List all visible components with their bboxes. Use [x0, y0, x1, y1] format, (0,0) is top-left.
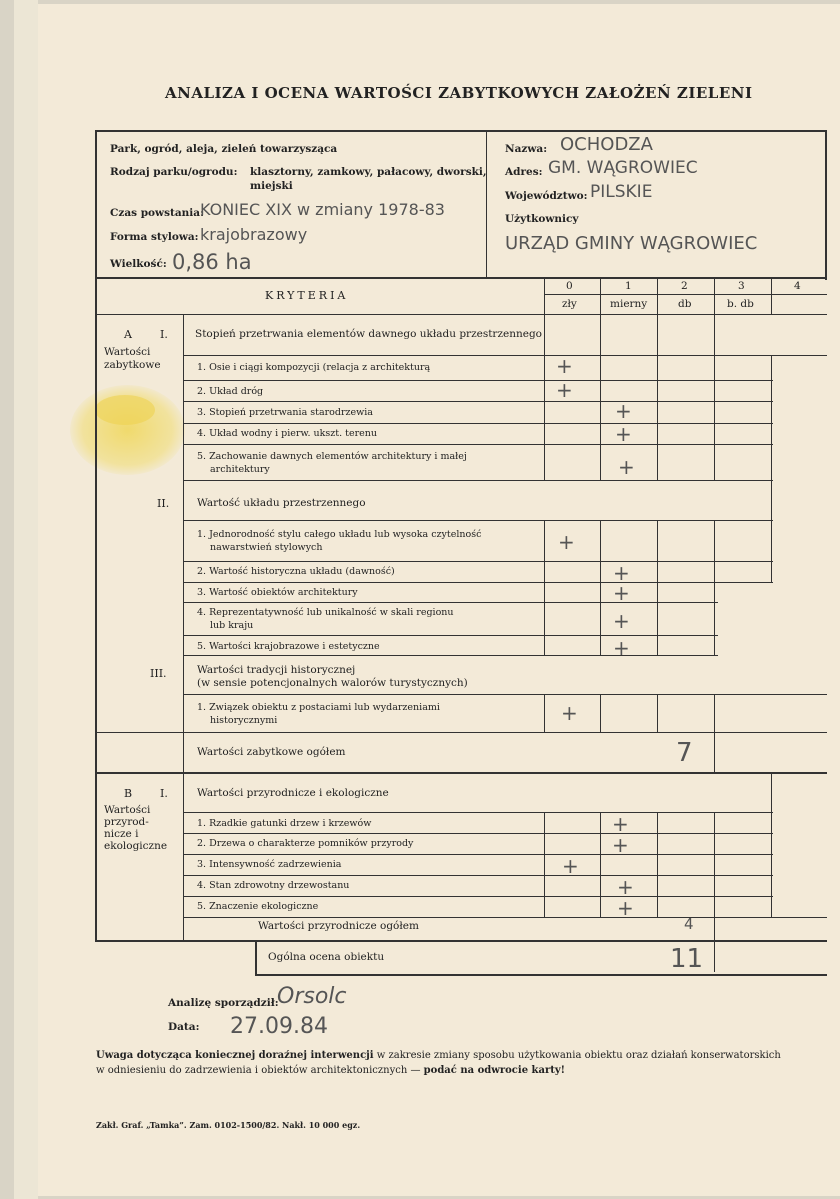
row-line [183, 401, 773, 402]
section-a-roman-3: III. [150, 667, 167, 680]
row-line [183, 655, 718, 656]
mark-plus: + [613, 636, 630, 660]
row-line [183, 896, 773, 897]
criterion-row-cont: architektury [210, 464, 270, 475]
col-line [771, 277, 772, 314]
criterion-row: 3. Intensywność zadrzewienia [197, 859, 342, 870]
mark-plus: + [615, 422, 632, 446]
col-line [657, 694, 658, 732]
criterion-row-cont: lub kraju [210, 620, 254, 631]
section-a-roman-2: II. [157, 497, 170, 510]
col-line [771, 520, 772, 582]
row-line [183, 854, 773, 855]
total-a-value: 7 [676, 738, 693, 768]
row-line [544, 294, 827, 295]
row-line [183, 602, 718, 603]
criterion-row: 5. Zachowanie dawnych elementów architektury i małej [197, 451, 467, 462]
paper-edge [14, 0, 38, 1199]
section-b-letter: B [124, 787, 133, 800]
col-header-0: 0 [566, 280, 573, 292]
woj-value: PILSKIE [590, 182, 653, 202]
mark-plus: + [612, 833, 629, 857]
col-sub-3: b. db [727, 298, 754, 310]
col-line [600, 694, 601, 732]
section-b-name-2: przyrod- [104, 816, 149, 828]
col-header-4: 4 [794, 280, 801, 292]
mark-plus: + [618, 455, 635, 479]
mark-plus: + [562, 854, 579, 878]
header-divider [486, 130, 487, 278]
criterion-row: 1. Osie i ciągi kompozycji (relacja z architekturą [197, 362, 431, 373]
col-line [714, 694, 715, 772]
adres-value: GM. WĄGROWIEC [548, 158, 698, 178]
criterion-row: 3. Wartość obiektów architektury [197, 587, 358, 598]
park-label: Park, ogród, aleja, zieleń towarzysząca [110, 143, 338, 155]
criterion-row: 4. Układ wodny i pierw. ukszt. terenu [197, 428, 377, 439]
col-line [544, 355, 545, 480]
section-a-name-2: zabytkowe [104, 359, 161, 371]
document-title: ANALIZA I OCENA WARTOŚCI ZABYTKOWYCH ZAŁOŻEŃ ZIELENI [165, 84, 753, 102]
category-divider [183, 314, 184, 772]
criterion-row: 4. Stan zdrowotny drzewostanu [197, 880, 350, 891]
mark-plus: + [613, 581, 630, 605]
criterion-row: 3. Stopień przetrwania starodrzewia [197, 407, 373, 418]
row-line [183, 444, 773, 445]
total-b-value: 4 [684, 915, 694, 933]
mark-plus: + [561, 701, 578, 725]
col-sub-0: zły [562, 298, 577, 310]
rodzaj-options-2: miejski [250, 180, 293, 192]
forma-label: Forma stylowa: [110, 231, 199, 243]
woj-label: Województwo: [505, 190, 588, 202]
row-line [183, 875, 773, 876]
col-sub-2: db [678, 298, 692, 310]
wielkosc-label: Wielkość: [110, 258, 167, 270]
group-a1-title: Stopień przetrwania elementów dawnego układu przestrzennego [195, 328, 542, 340]
col-line [657, 812, 658, 917]
row-line [183, 833, 773, 834]
printer-note: Zakł. Graf. „Tamka”. Zam. 0102-1500/82. Nakł. 10 000 egz. [96, 1120, 361, 1130]
row-line [183, 380, 773, 381]
mark-plus: + [617, 875, 634, 899]
col-header-2: 2 [681, 280, 688, 292]
group-a3-subtitle: (w sensie potencjonalnych walorów turystycznych) [197, 677, 468, 689]
section-a-roman: I. [160, 328, 168, 341]
group-a3-title: Wartości tradycji historycznej [197, 664, 356, 676]
uwaga-line-1: Uwaga dotycząca koniecznej doraźnej interwencji w zakresie zmiany sposobu użytkowania obiektu oraz działań konserwatorskich [96, 1050, 781, 1061]
group-b1-title: Wartości przyrodnicze i ekologiczne [197, 787, 389, 799]
group-a2-title: Wartość układu przestrzennego [197, 497, 366, 509]
criterion-row-cont: nawarstwień stylowych [210, 542, 323, 553]
criterion-row: 4. Reprezentatywność lub unikalność w skali regionu [197, 607, 454, 618]
uwaga-line-2: w odniesieniu do zadrzewienia i obiektów architektonicznych — podać na odwrocie karty! [96, 1065, 566, 1076]
row-line [183, 582, 773, 583]
section-a-letter: A [124, 328, 132, 341]
data-label: Data: [168, 1021, 200, 1033]
section-b-roman: I. [160, 787, 168, 800]
adres-label: Adres: [505, 166, 543, 178]
section-a-name: Wartości [104, 346, 151, 358]
criterion-row: 2. Układ dróg [197, 386, 264, 397]
row-line [183, 635, 718, 636]
mark-plus: + [556, 354, 573, 378]
row-line [95, 732, 827, 733]
row-line [95, 772, 827, 774]
col-header-3: 3 [738, 280, 745, 292]
mark-plus: + [617, 896, 634, 920]
criterion-row: 1. Rzadkie gatunki drzew i krzewów [197, 818, 372, 829]
total-b-label: Wartości przyrodnicze ogółem [258, 920, 419, 932]
overall-label: Ogólna ocena obiektu [268, 951, 385, 963]
row-line [183, 812, 773, 813]
col-line [600, 355, 601, 480]
criterion-row: 5. Znaczenie ekologiczne [197, 901, 319, 912]
rodzaj-label: Rodzaj parku/ogrodu: [110, 166, 238, 178]
col-line [714, 355, 715, 480]
mark-plus: + [556, 378, 573, 402]
data-value: 27.09.84 [230, 1014, 328, 1039]
mark-plus: + [558, 530, 575, 554]
criterion-row: 5. Wartości krajobrazowe i estetyczne [197, 641, 380, 652]
rodzaj-options: klasztorny, zamkowy, pałacowy, dworski, [250, 166, 487, 178]
total-a-label: Wartości zabytkowe ogółem [197, 746, 346, 758]
col-line [544, 812, 545, 917]
section-b-name-3: nicze i [104, 828, 139, 840]
analiza-label: Analizę sporządził: [168, 997, 279, 1009]
row-line [183, 480, 773, 481]
uzytk-value: URZĄD GMINY WĄGROWIEC [505, 233, 758, 254]
kryteria-header: KRYTERIA [265, 289, 349, 302]
section-b-name-4: ekologiczne [104, 840, 168, 852]
criterion-row-cont: historycznymi [210, 715, 278, 726]
czas-value: KONIEC XIX w zmiany 1978-83 [200, 200, 445, 219]
analiza-signature: Orsolc [277, 984, 347, 1009]
mark-plus: + [613, 609, 630, 633]
mark-plus: + [613, 561, 630, 585]
col-line [657, 355, 658, 480]
row-line [183, 423, 773, 424]
col-sub-1: mierny [610, 298, 648, 310]
row-line [183, 694, 827, 695]
row-line [183, 561, 773, 562]
col-line [771, 355, 772, 480]
row-line [95, 314, 827, 315]
nazwa-label: Nazwa: [505, 143, 548, 155]
criterion-row: 2. Drzewa o charakterze pomników przyrody [197, 838, 414, 849]
col-line [544, 694, 545, 732]
row-line [183, 520, 773, 521]
col-line [771, 480, 772, 520]
mark-plus: + [615, 399, 632, 423]
uzytk-label: Użytkownicy [505, 213, 579, 225]
criterion-row: 2. Wartość historyczna układu (dawność) [197, 566, 395, 577]
row-line [183, 355, 827, 356]
wielkosc-value: 0,86 ha [172, 250, 252, 274]
mark-plus: + [612, 812, 629, 836]
forma-value: krajobrazowy [200, 225, 308, 244]
criterion-row: 1. Jednorodność stylu całego układu lub wysoka czytelność [197, 529, 482, 540]
col-header-1: 1 [625, 280, 632, 292]
criterion-row: 1. Związek obiektu z postaciami lub wydarzeniami [197, 702, 440, 713]
nazwa-value: OCHODZA [560, 134, 653, 155]
col-line [600, 812, 601, 917]
section-b-name: Wartości [104, 804, 151, 816]
row-line [183, 917, 827, 918]
overall-value: 11 [670, 944, 704, 974]
czas-label: Czas powstania: [110, 207, 204, 219]
